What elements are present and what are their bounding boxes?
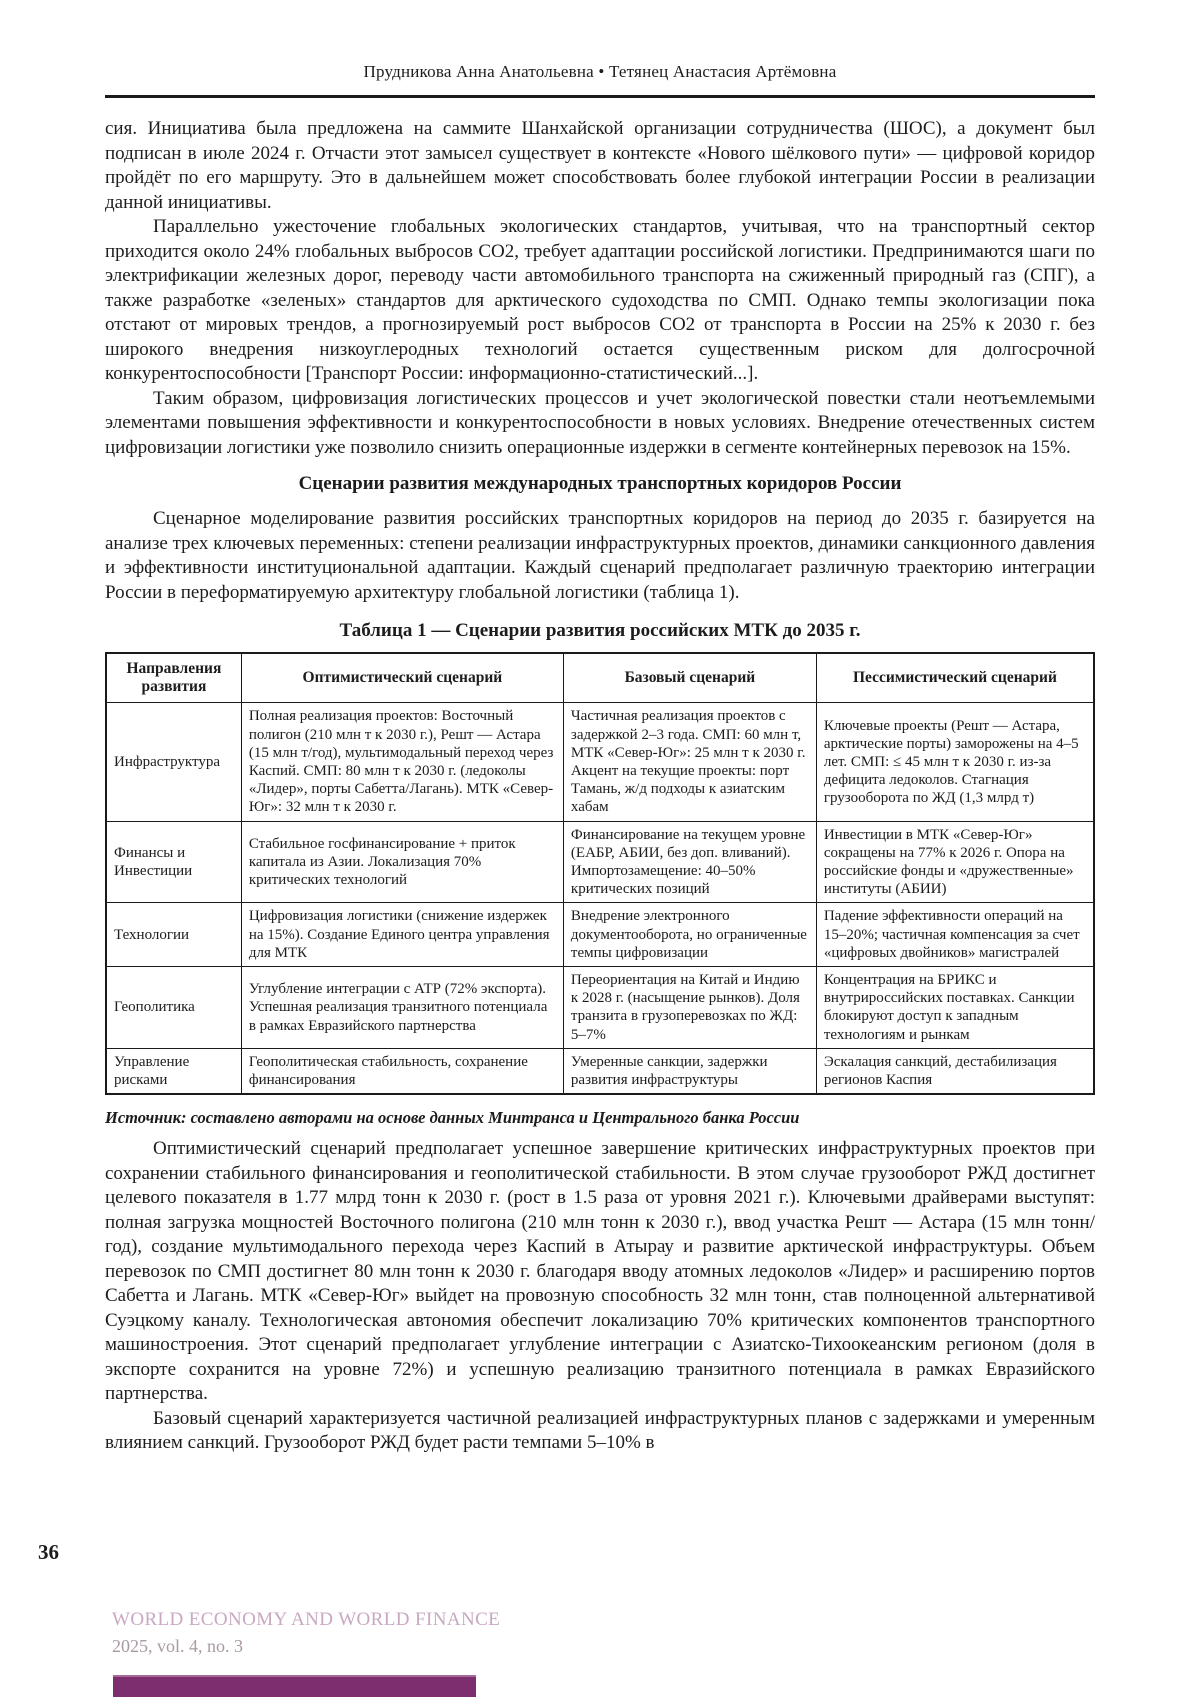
header-rule bbox=[105, 95, 1095, 98]
page-number: 36 bbox=[38, 1540, 59, 1564]
paragraph: Базовый сценарий характеризуется частичной реализацией инфраструктурных планов с задержками и умеренным влиянием санкций. Грузооборот РЖД будет расти темпами 5–10% в bbox=[105, 1407, 1095, 1454]
direction-cell: Финансы и Инвестиции bbox=[106, 821, 241, 903]
table-row bbox=[106, 703, 1094, 821]
base-cell: Переориентация на Китай и Индию к 2028 г. (насыщение рынков). Доля транзита в грузоперевозках по ЖД: 5–7% bbox=[563, 967, 816, 1049]
table-row bbox=[106, 1048, 1094, 1094]
footer bbox=[112, 1607, 500, 1659]
base-cell: Финансирование на текущем уровне (ЕАБР, АБИИ, без доп. вливаний). Импортозамещение: 40–50% критических позиций bbox=[563, 821, 816, 903]
table-header-row bbox=[106, 653, 1094, 703]
column-header-directions: Направления развития bbox=[106, 653, 241, 703]
scenarios-table bbox=[105, 652, 1095, 1095]
base-cell: Умеренные санкции, задержки развития инфраструктуры bbox=[563, 1048, 816, 1094]
base-cell: Внедрение электронного документооборота, но ограниченные темпы цифровизации bbox=[563, 903, 816, 967]
direction-cell: Геополитика bbox=[106, 967, 241, 1049]
pessimistic-cell: Падение эффективности операций на 15–20%; частичная компенсация за счет «цифровых двойников» магистралей bbox=[816, 903, 1094, 967]
pessimistic-cell: Ключевые проекты (Решт — Астара, арктические порты) заморожены на 4–5 лет. СМП: ≤ 45 млн т к 2030 г. из-за дефицита ледоколов. Стагнация грузооборота по ЖД (1,3 млрд т) bbox=[816, 703, 1094, 821]
optimistic-cell: Полная реализация проектов: Восточный полигон (210 млн т к 2030 г.), Решт — Астара (15 млн т/год), мультимодальный переход через Каспий. СМП: 80 млн т к 2030 г. (ледоколы «Лидер», порты Сабетта/Лагань). МТК «Север-Юг»: 32 млн т к 2030 г. bbox=[241, 703, 563, 821]
table-row bbox=[106, 821, 1094, 903]
column-header-optimistic: Оптимистический сценарий bbox=[241, 653, 563, 703]
paragraph: Параллельно ужесточение глобальных экологических стандартов, учитывая, что на транспортный сектор приходится около 24% глобальных выбросов СО2, требует адаптации российской логистики. Предпринимаются шаги по электрификации железных дорог, переводу части автомобильного транспорта на сжиженный природный газ (СПГ), а также разработке «зеленых» стандартов для арктического судоходства по СМП. Однако темпы экологизации пока отстают от мировых трендов, а прогнозируемый рост выбросов СО2 от транспорта в России на 25% к 2030 г. без широкого внедрения низкоуглеродных технологий остается существенным риском для долгосрочной конкурентоспособности [Транспорт России: информационно-статистический...]. bbox=[105, 216, 1095, 384]
source-note: Источник: составлено авторами на основе данных Минтранса и Центрального банка России bbox=[105, 1108, 800, 1128]
table-row bbox=[106, 903, 1094, 967]
direction-cell: Управление рисками bbox=[106, 1048, 241, 1094]
section-heading: Сценарии развития международных транспортных коридоров России bbox=[298, 473, 902, 494]
footer-accent-bar bbox=[113, 1675, 476, 1697]
footer-issue: 2025, vol. 4, no. 3 bbox=[112, 1636, 244, 1656]
pessimistic-cell: Инвестиции в МТК «Север-Юг» сокращены на 77% к 2026 г. Опора на российские фонды и «дружественные» институты (АБИИ) bbox=[816, 821, 1094, 903]
header-authors: Прудникова Анна Анатольевна • Тетянец Анастасия Артёмовна bbox=[363, 62, 837, 81]
footer-journal-title: WORLD ECONOMY AND WORLD FINANCE bbox=[112, 1609, 501, 1630]
column-header-base: Базовый сценарий bbox=[563, 653, 816, 703]
paragraph: Оптимистический сценарий предполагает успешное завершение критических инфраструктурных проектов при сохранении стабильного финансирования и геополитической стабильности. В этом случае грузооборот РЖД достигнет целевого показателя в 1.77 млрд тонн к 2030 г. (рост в 1.5 раза от уровня 2021 г.). Ключевыми драйверами выступят: полная загрузка мощностей Восточного полигона (210 млн тонн к 2030 г.), ввод участка Решт — Астара (15 млн тонн/год), создание мультимодального перехода через Каспий в Атырау и развитие арктической инфраструктуры. Объем перевозок по СМП достигнет 80 млн тонн к 2030 г. благодаря вводу атомных ледоколов «Лидер» и расширению портов Сабетта и Лагань. МТК «Север-Юг» выйдет на провозную способность 32 млн тонн, став полноценной альтернативой Суэцкому каналу. Технологическая автономия обеспечит локализацию 70% критических компонентов транспортного машиностроения. Этот сценарий предполагает углубление интеграции с Азиатско-Тихоокеанским регионом (доля в экспорте сохранится на уровне 72%) и успешную реализацию транзитного потенциала в рамках Евразийского партнерства. bbox=[105, 1138, 1095, 1405]
table-row bbox=[106, 967, 1094, 1049]
optimistic-cell: Цифровизация логистики (снижение издержек на 15%). Создание Единого центра управления для МТК bbox=[241, 903, 563, 967]
pessimistic-cell: Эскалация санкций, дестабилизация регионов Каспия bbox=[816, 1048, 1094, 1094]
direction-cell: Технологии bbox=[106, 903, 241, 967]
optimistic-cell: Стабильное госфинансирование + приток капитала из Азии. Локализация 70% критических технологий bbox=[241, 821, 563, 903]
column-header-pessimistic: Пессимистический сценарий bbox=[816, 653, 1094, 703]
table-title: Таблица 1 — Сценарии развития российских МТК до 2035 г. bbox=[339, 620, 861, 641]
paragraph: сия. Инициатива была предложена на саммите Шанхайской организации сотрудничества (ШОС), а документ был подписан в июле 2024 г. Отчасти этот замысел существует в контексте «Нового шёлкового пути» — цифровой коридор пройдёт по его маршруту. Это в дальнейшем может способствовать более глубокой интеграции России в реализации данной инициативы. bbox=[105, 118, 1095, 213]
direction-cell: Инфраструктура bbox=[106, 703, 241, 821]
base-cell: Частичная реализация проектов с задержкой 2–3 года. СМП: 60 млн т, МТК «Север-Юг»: 25 млн т к 2030 г. Акцент на текущие проекты: порт Тамань, ж/д подходы к азиатским хабам bbox=[563, 703, 816, 821]
optimistic-cell: Геополитическая стабильность, сохранение финансирования bbox=[241, 1048, 563, 1094]
pessimistic-cell: Концентрация на БРИКС и внутрироссийских поставках. Санкции блокируют доступ к западным технологиям и рынкам bbox=[816, 967, 1094, 1049]
optimistic-cell: Углубление интеграции с АТР (72% экспорта). Успешная реализация транзитного потенциала в рамках Евразийского партнерства bbox=[241, 967, 563, 1049]
paragraph: Таким образом, цифровизация логистических процессов и учет экологической повестки стали неотъемлемыми элементами повышения эффективности и конкурентоспособности в новых условиях. Внедрение отечественных систем цифровизации логистики уже позволило снизить операционные издержки в сегменте контейнерных перевозок на 15%. bbox=[105, 387, 1095, 458]
paragraph: Сценарное моделирование развития российских транспортных коридоров на период до 2035 г. базируется на анализе трех ключевых переменных: степени реализации инфраструктурных проектов, динамики санкционного давления и эффективности институциональной адаптации. Каждый сценарий предполагает различную траекторию интеграции России в переформатируемую архитектуру глобальной логистики (таблица 1). bbox=[105, 508, 1095, 603]
